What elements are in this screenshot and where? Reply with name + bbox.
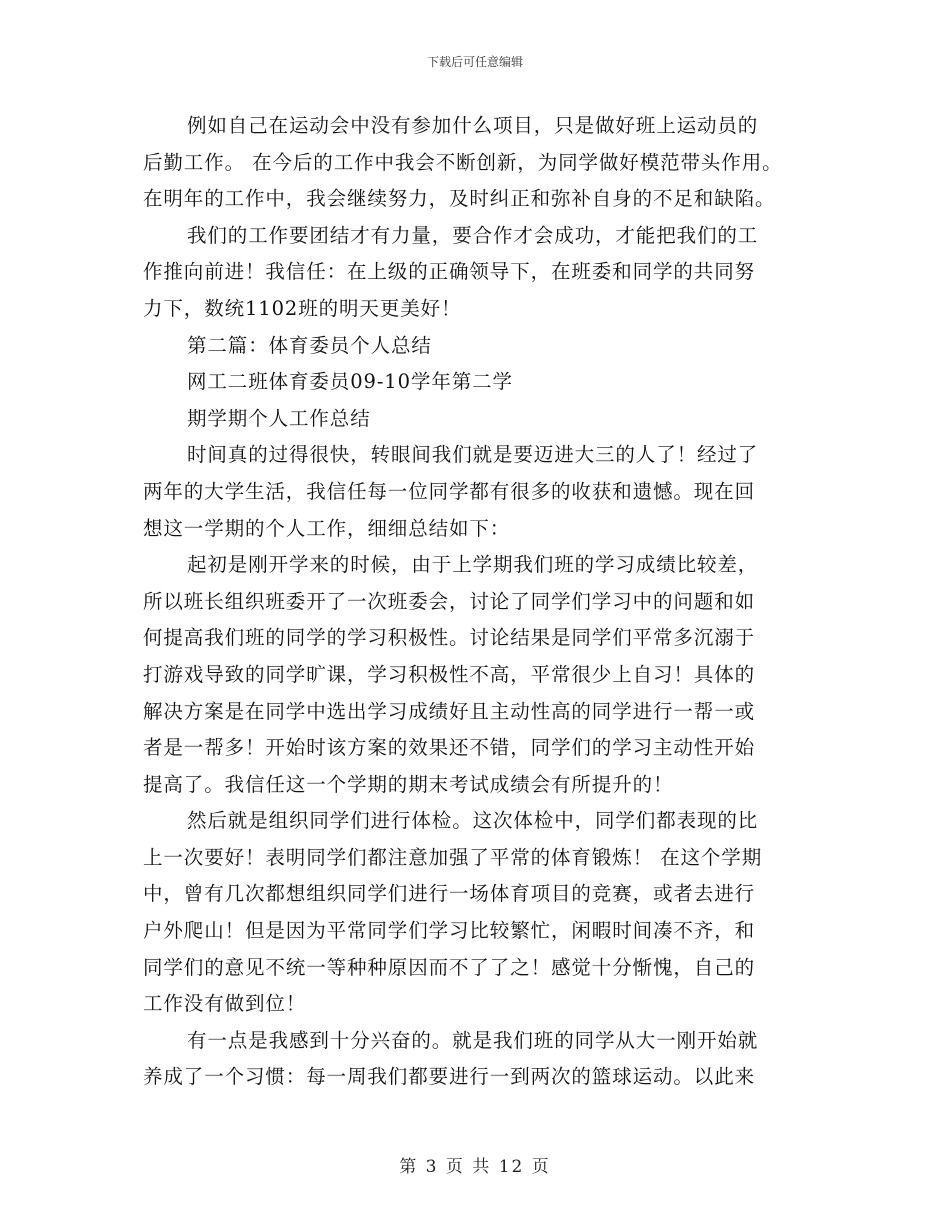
text-line: 有一点是我感到十分兴奋的。就是我们班的同学从大一刚开始就 <box>187 1028 759 1052</box>
text-line: 工作没有做到位！ <box>143 992 307 1016</box>
text-line: 户外爬山！但是因为平常同学们学习比较繁忙，闲暇时间凑不齐，和 <box>143 919 756 943</box>
text-line: 养成了一个习惯：每一周我们都要进行一到两次的篮球运动。以此来 <box>143 1065 756 1089</box>
text-line: 然后就是组织同学们进行体检。这次体检中，同学们都表现的比 <box>187 809 759 833</box>
page-footer: 第 3 页 共 12 页 <box>399 1157 551 1177</box>
text-line: 在明年的工作中，我会继续努力，及时纠正和弥补自身的不足和缺陷。 <box>143 187 776 211</box>
text-line: 同学们的意见不统一等种种原因而不了了之！感觉十分惭愧，自己的 <box>143 955 756 979</box>
text-line: 时间真的过得很快，转眼间我们就是要迈进大三的人了！经过了 <box>187 443 759 467</box>
text-line: 上一次要好！表明同学们都注意加强了平常的体育锻炼！ 在这个学期 <box>143 845 763 869</box>
text-line: 提高了。我信任这一个学期的期末考试成绩会有所提升的！ <box>143 772 674 796</box>
text-line: 起初是刚开学来的时候，由于上学期我们班的学习成绩比较差， <box>187 553 759 577</box>
text-line: 打游戏导致的同学旷课，学习积极性不高，平常很少上自习！具体的 <box>143 662 756 686</box>
document-body <box>143 108 815 1096</box>
text-line: 后勤工作。 在今后的工作中我会不断创新，为同学做好模范带头作用。 <box>143 150 783 174</box>
text-line: 期学期个人工作总结 <box>187 406 371 430</box>
text-line: 解决方案是在同学中选出学习成绩好且主动性高的同学进行一帮一或 <box>143 699 756 723</box>
text-line: 力下，数统1102班的明天更美好！ <box>143 296 462 320</box>
text-line: 何提高我们班的同学的学习积极性。讨论结果是同学们平常多沉溺于 <box>143 626 756 650</box>
text-line: 例如自己在运动会中没有参加什么项目，只是做好班上运动员的 <box>187 114 759 137</box>
text-line: 两年的大学生活，我信任每一位同学都有很多的收获和遗憾。现在回 <box>143 479 756 503</box>
text-line: 第二篇：体育委员个人总结 <box>187 333 432 357</box>
text-line: 所以班长组织班委开了一次班委会，讨论了同学们学习中的问题和如 <box>143 589 756 613</box>
text-line: 网工二班体育委员09-10学年第二学 <box>187 370 513 394</box>
text-line: 者是一帮多！开始时该方案的效果还不错，同学们的学习主动性开始 <box>143 736 756 760</box>
text-line: 中，曾有几次都想组织同学们进行一场体育项目的竞赛，或者去进行 <box>143 882 756 906</box>
text-line: 我们的工作要团结才有力量，要合作才会成功，才能把我们的工 <box>187 223 759 247</box>
text-line: 想这一学期的个人工作，细细总结如下： <box>143 516 511 540</box>
page-header: 下载后可任意编辑 <box>426 55 523 69</box>
text-line: 作推向前进！我信任：在上级的正确领导下，在班委和同学的共同努 <box>143 260 756 284</box>
